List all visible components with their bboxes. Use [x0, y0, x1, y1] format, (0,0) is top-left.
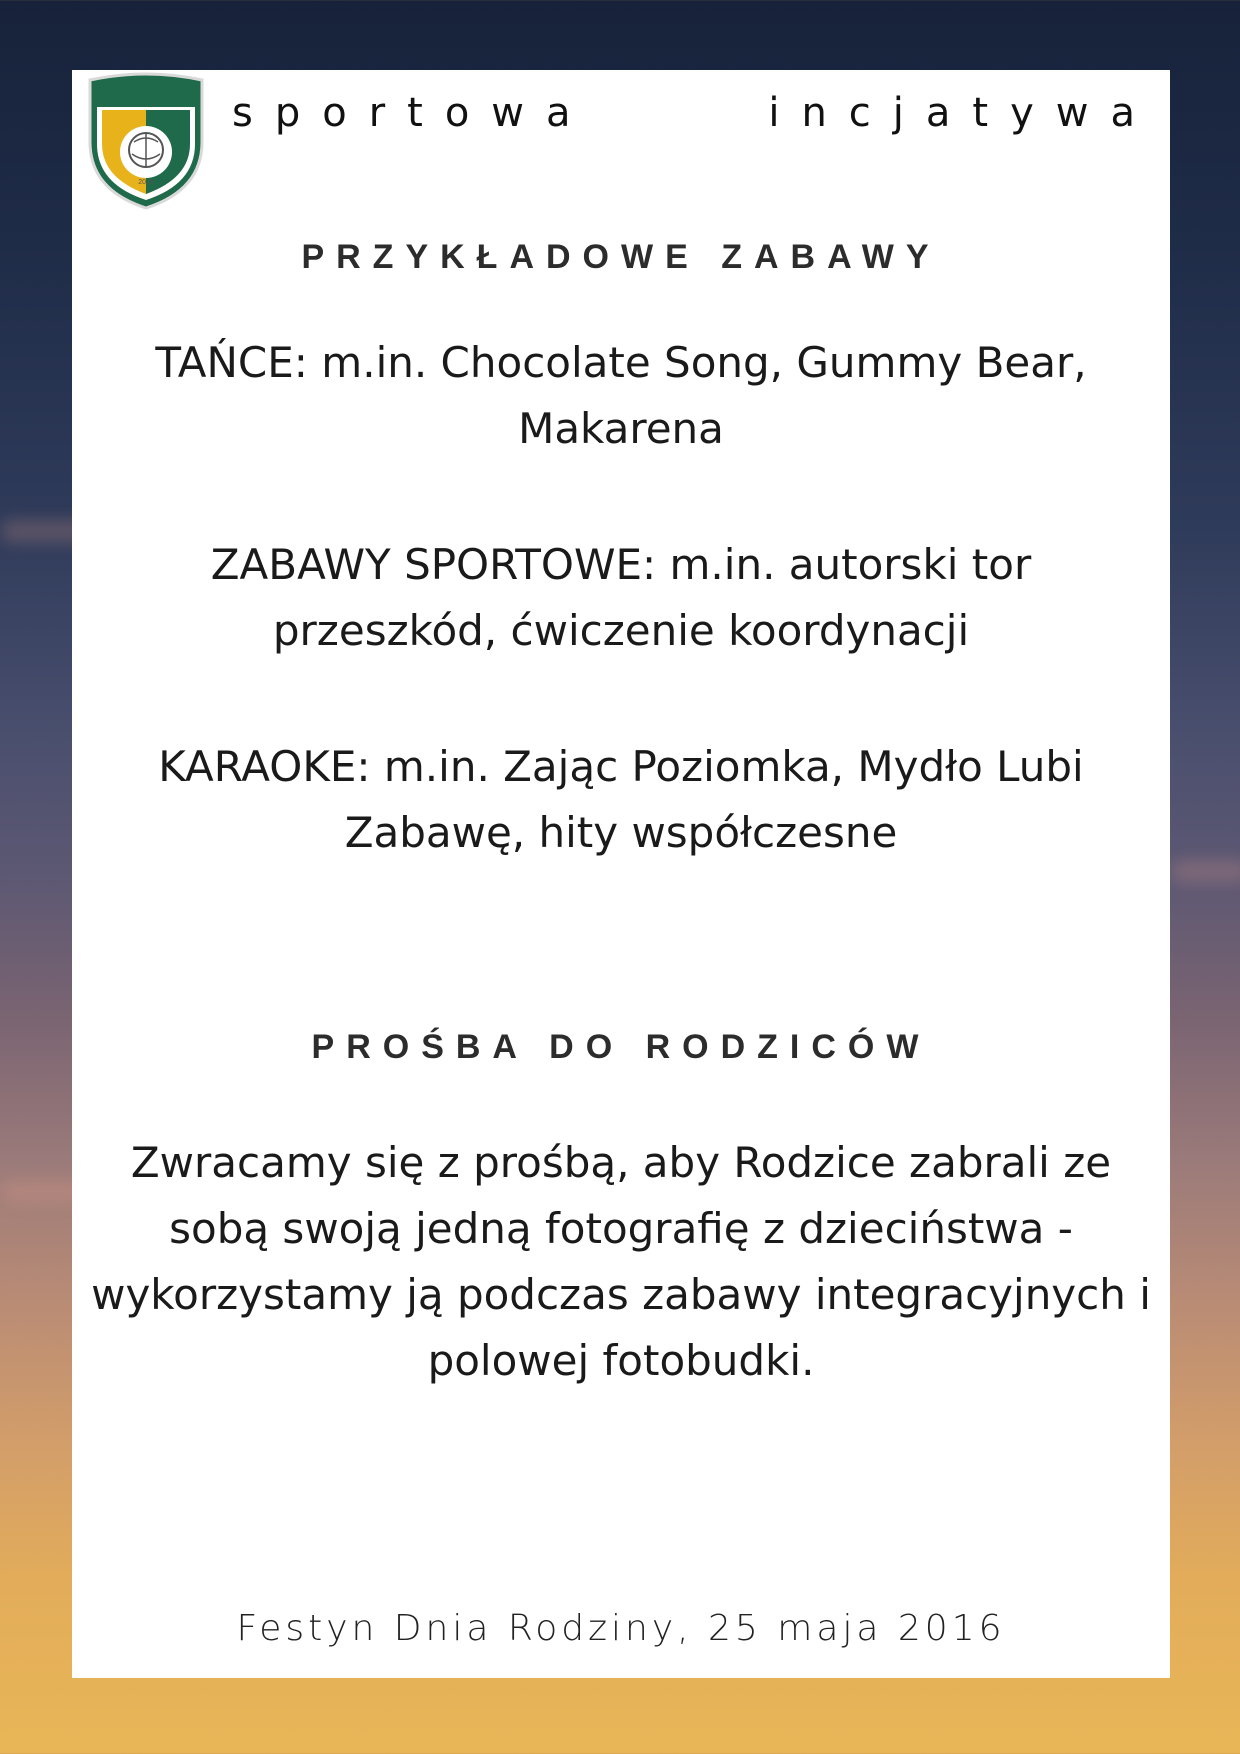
activity-karaoke-line-2: Zabawę, hity współczesne: [344, 808, 898, 857]
request-line-4: polowej fotobudki.: [427, 1336, 815, 1385]
tagline: [232, 90, 1157, 136]
activities-heading: PRZYKŁADOWE ZABAWY: [301, 238, 941, 276]
activity-sports-line-2: przeszkód, ćwiczenie koordynacji: [272, 606, 970, 655]
tagline-text: sportowa incjatywa: [232, 90, 1157, 136]
request-line-1: Zwracamy się z prośbą, aby Rodzice zabrali ze: [130, 1138, 1112, 1187]
event-footer: Festyn Dnia Rodziny, 25 maja 2016: [236, 1608, 1006, 1649]
flyer-card: [72, 70, 1170, 1678]
activity-sports-line-1: ZABAWY SPORTOWE: m.in. autorski tor: [210, 540, 1032, 589]
activity-karaoke-line-1: KARAOKE: m.in. Zając Poziomka, Mydło Lubi: [158, 742, 1084, 791]
activity-dances-line-2: Makarena: [518, 404, 724, 453]
activity-karaoke: [72, 734, 1170, 866]
request-line-2: sobą swoją jedną fotografię z dzieciństwa -: [169, 1204, 1073, 1253]
activity-dances-line-1: TAŃCE: m.in. Chocolate Song, Gummy Bear,: [155, 338, 1087, 387]
logo-text: WARMIA: [110, 85, 182, 104]
warmia-club-logo: [82, 72, 210, 212]
request-text: [72, 1130, 1170, 1394]
request-heading: PROŚBA DO RODZICÓW: [311, 1028, 931, 1066]
activity-dances: [72, 330, 1170, 462]
logo-year: 2015: [138, 179, 154, 186]
request-line-3: wykorzystamy ją podczas zabawy integracyjnych i: [91, 1270, 1151, 1319]
activity-sports: [72, 532, 1170, 664]
